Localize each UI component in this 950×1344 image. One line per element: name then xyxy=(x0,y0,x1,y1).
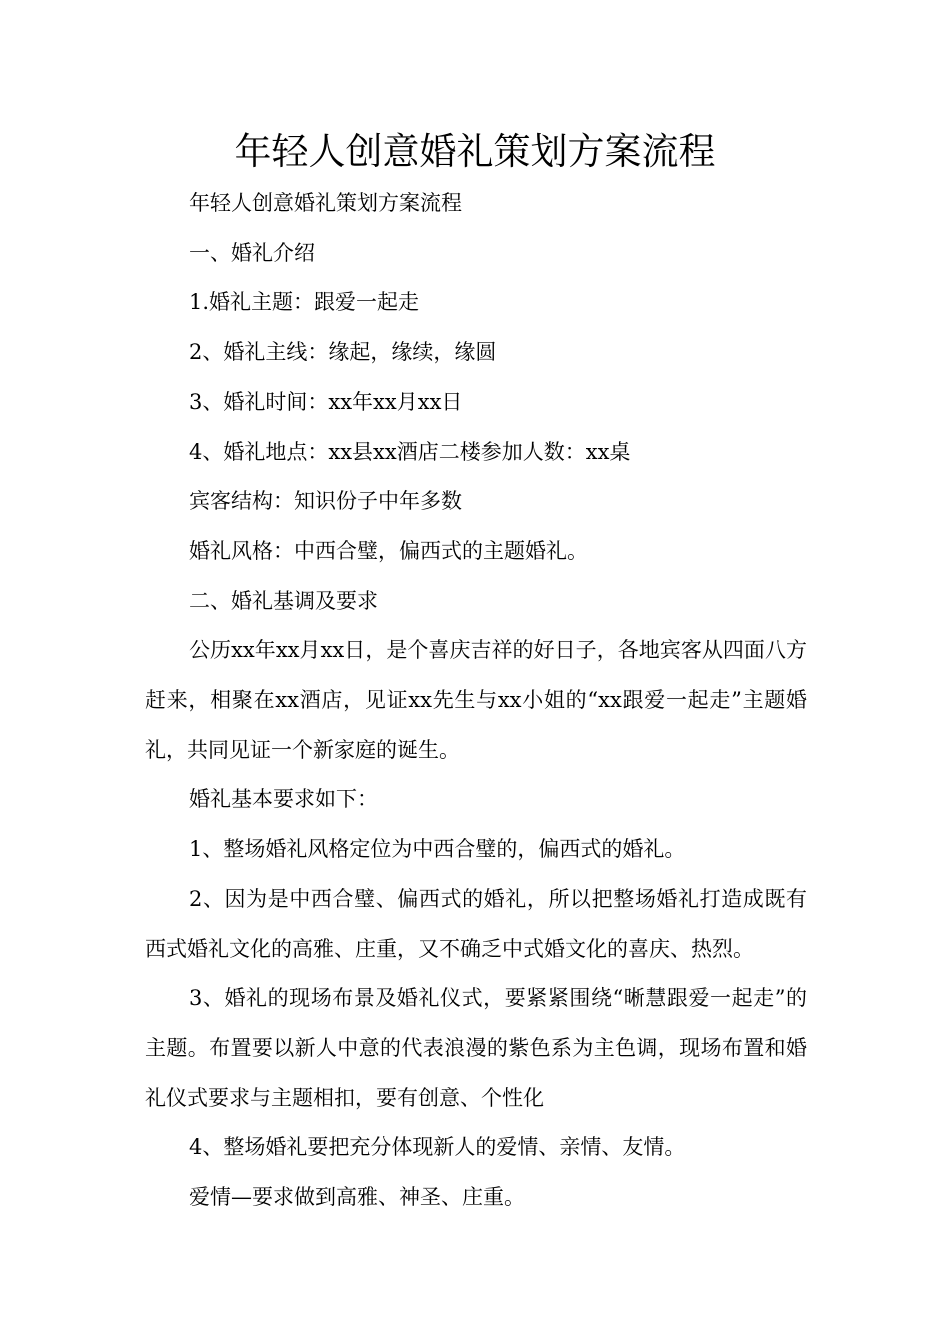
paragraph-guests: 宾客结构：知识份子中年多数 xyxy=(189,489,462,514)
paragraph-requirement-2: 2、因为是中西合璧、偏西式的婚礼，所以把整场婚礼打造成既有西式婚礼文化的高雅、庄重，又不确乏中式婚文化的喜庆、热烈。 xyxy=(145,886,807,961)
paragraph-style: 婚礼风格：中西合璧，偏西式的主题婚礼。 xyxy=(189,538,588,563)
paragraph-requirements-intro: 婚礼基本要求如下： xyxy=(189,787,378,812)
paragraph-time: 3、婚礼时间：xx年xx月xx日 xyxy=(189,389,463,414)
paragraph-theme: 1.婚礼主题：跟爱一起走 xyxy=(189,290,420,315)
paragraph-mainline: 2、婚礼主线：缘起，缘续，缘圆 xyxy=(189,340,497,365)
section-heading-intro: 一、婚礼介绍 xyxy=(189,240,315,265)
paragraph-requirement-1: 1、整场婚礼风格定位为中西合璧的，偏西式的婚礼。 xyxy=(189,837,686,862)
paragraph-subtitle: 年轻人创意婚礼策划方案流程 xyxy=(189,191,462,215)
paragraph-location: 4、婚礼地点：xx县xx酒店二楼参加人数：xx桌 xyxy=(189,439,631,464)
paragraph-requirement-3: 3、婚礼的现场布景及婚礼仪式，要紧紧围绕“晰慧跟爱一起走”的主题。布置要以新人中意的代表浪漫的紫色系为主色调，现场布置和婚礼仪式要求与主题相扣，要有创意、个性化 xyxy=(145,986,807,1110)
paragraph-love: 爱情—要求做到高雅、神圣、庄重。 xyxy=(189,1185,525,1210)
section-heading-tone: 二、婚礼基调及要求 xyxy=(189,588,378,613)
document-title: 年轻人创意婚礼策划方案流程 xyxy=(234,130,716,173)
paragraph-date-description: 公历xx年xx月xx日，是个喜庆吉祥的好日子，各地宾客从四面八方赶来，相聚在xx酒店，见证xx先生与xx小姐的“xx跟爱一起走”主题婚礼，共同见证一个新家庭的诞生。 xyxy=(145,638,807,762)
paragraph-requirement-4: 4、整场婚礼要把充分体现新人的爱情、亲情、友情。 xyxy=(189,1135,686,1160)
document-body xyxy=(145,179,807,1223)
